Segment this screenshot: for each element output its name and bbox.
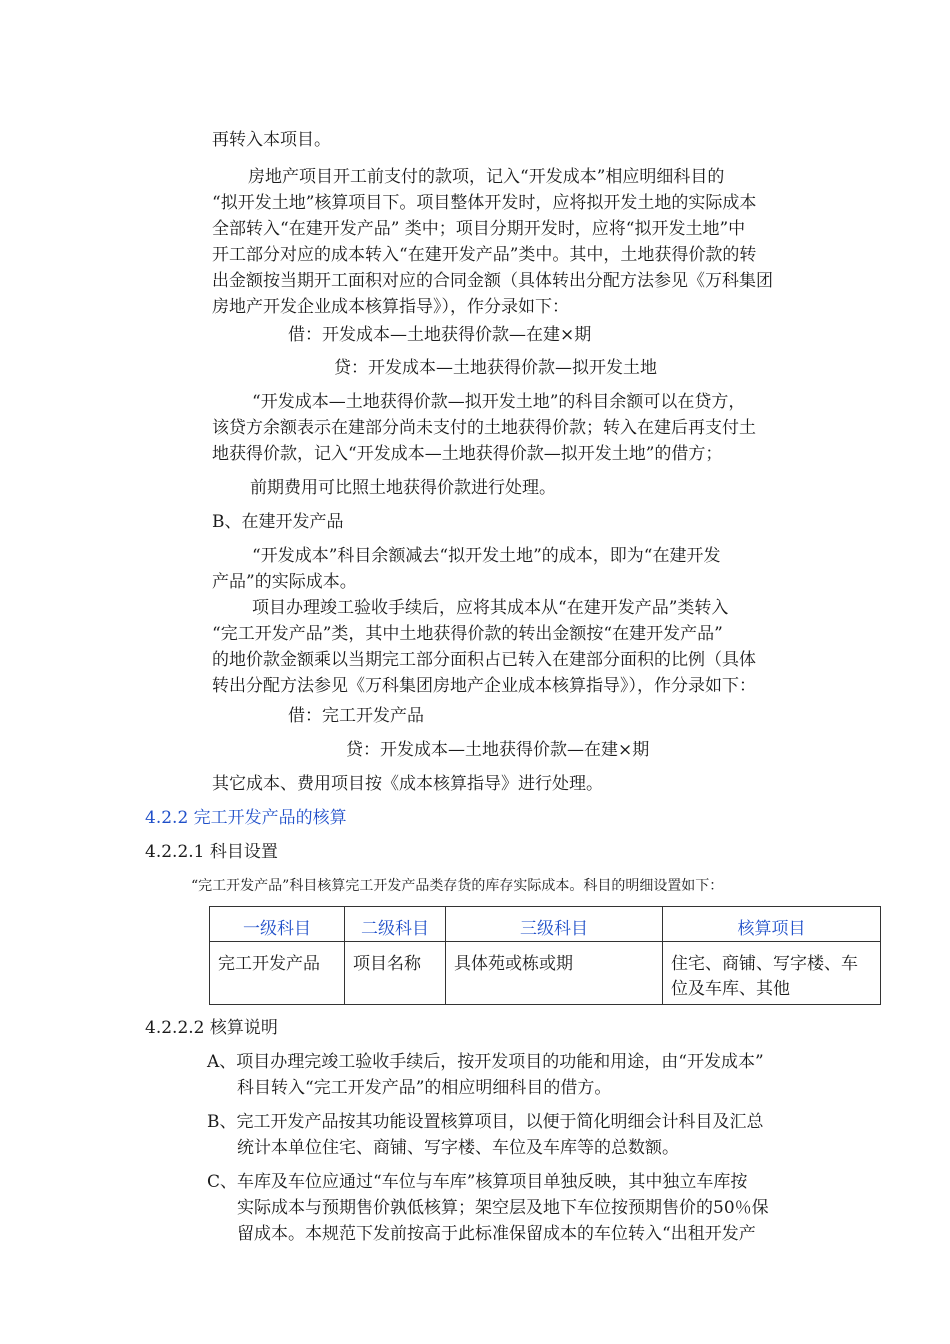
paragraph-line: 开工部分对应的成本转入“在建开发产品”类中。其中，土地获得价款的转	[212, 245, 757, 265]
table-cell	[663, 942, 881, 1005]
paragraph-line: 出金额按当期开工面积对应的合同金额（具体转出分配方法参见《万科集团	[212, 271, 773, 291]
paragraph-line: 该贷方余额表示在建部分尚未支付的土地获得价款；转入在建后再支付土	[212, 418, 756, 438]
section-heading-b: B、在建开发产品	[212, 512, 344, 532]
table-header-cell: 三级科目	[446, 907, 663, 942]
note-c-line: C、车库及车位应通过“车位与车库”核算项目单独反映，其中独立车库按	[207, 1172, 748, 1192]
heading-4-2-2-2: 4.2.2.2 核算说明	[145, 1018, 278, 1038]
paragraph-line: 全部转入“在建开发产品” 类中；项目分期开发时，应将“拟开发土地”中	[212, 219, 746, 239]
paragraph-line: 转出分配方法参见《万科集团房地产企业成本核算指导》），作分录如下：	[212, 676, 756, 696]
note-a-line: 科目转入“完工开发产品”的相应明细科目的借方。	[237, 1078, 612, 1098]
paragraph-line: “开发成本”科目余额减去“拟开发土地”的成本，即为“在建开发	[252, 546, 721, 566]
journal-entry-debit: 借：完工开发产品	[288, 706, 424, 726]
journal-entry-debit: 借：开发成本—土地获得价款—在建×期	[288, 325, 592, 345]
paragraph-line: 项目办理竣工验收手续后，应将其成本从“在建开发产品”类转入	[252, 598, 729, 618]
paragraph-line: “开发成本—土地获得价款—拟开发土地”的科目余额可以在贷方，	[252, 392, 746, 412]
note-c-line: 实际成本与预期售价孰低核算；架空层及地下车位按预期售价的50％保	[237, 1198, 769, 1218]
paragraph-line: “拟开发土地”核算项目下。项目整体开发时，应将拟开发土地的实际成本	[212, 193, 757, 213]
note-c-line: 留成本。本规范下发前按高于此标准保留成本的车位转入“出租开发产	[237, 1224, 756, 1244]
paragraph-line: 产品”的实际成本。	[212, 572, 357, 592]
journal-entry-credit: 贷：开发成本—土地获得价款—在建×期	[346, 740, 650, 760]
paragraph-line: 房地产项目开工前支付的款项，记入“开发成本”相应明细科目的	[248, 167, 725, 187]
table-cell: 完工开发产品	[210, 942, 345, 1005]
paragraph-line: 前期费用可比照土地获得价款进行处理。	[250, 478, 556, 498]
table-header-cell: 核算项目	[663, 907, 881, 942]
journal-entry-credit: 贷：开发成本—土地获得价款—拟开发土地	[334, 358, 657, 378]
table-cell: 项目名称	[345, 942, 446, 1005]
table-header-row	[210, 907, 881, 942]
table-row	[210, 942, 881, 1005]
note-b-line: B、完工开发产品按其功能设置核算项目，以便于简化明细会计科目及汇总	[207, 1112, 764, 1132]
paragraph-line: “完工开发产品”类，其中土地获得价款的转出金额按“在建开发产品”	[212, 624, 723, 644]
paragraph-line: 再转入本项目。	[212, 130, 331, 150]
note-b-line: 统计本单位住宅、商铺、写字楼、车位及车库等的总数额。	[237, 1138, 679, 1158]
table-intro: “完工开发产品”科目核算完工开发产品类存货的库存实际成本。科目的明细设置如下：	[191, 878, 724, 894]
heading-4-2-2: 4.2.2 完工开发产品的核算	[145, 808, 347, 828]
table-cell-line: 位及车库、其他	[671, 979, 790, 999]
paragraph-line: 地获得价款，记入“开发成本—土地获得价款—拟开发土地”的借方；	[212, 444, 723, 464]
table-cell: 具体苑或栋或期	[446, 942, 663, 1005]
table-header-cell: 一级科目	[210, 907, 345, 942]
paragraph-line: 房地产开发企业成本核算指导》），作分录如下：	[212, 297, 569, 317]
table-header-cell: 二级科目	[345, 907, 446, 942]
paragraph-line: 的地价款金额乘以当期完工部分面积占已转入在建部分面积的比例（具体	[212, 650, 756, 670]
account-table	[209, 906, 881, 1005]
paragraph-line: 其它成本、费用项目按《成本核算指导》进行处理。	[212, 774, 603, 794]
table-cell-line: 住宅、商铺、写字楼、车	[671, 954, 858, 974]
note-a-line: A、项目办理完竣工验收手续后，按开发项目的功能和用途，由“开发成本”	[207, 1052, 764, 1072]
heading-4-2-2-1: 4.2.2.1 科目设置	[145, 842, 278, 862]
